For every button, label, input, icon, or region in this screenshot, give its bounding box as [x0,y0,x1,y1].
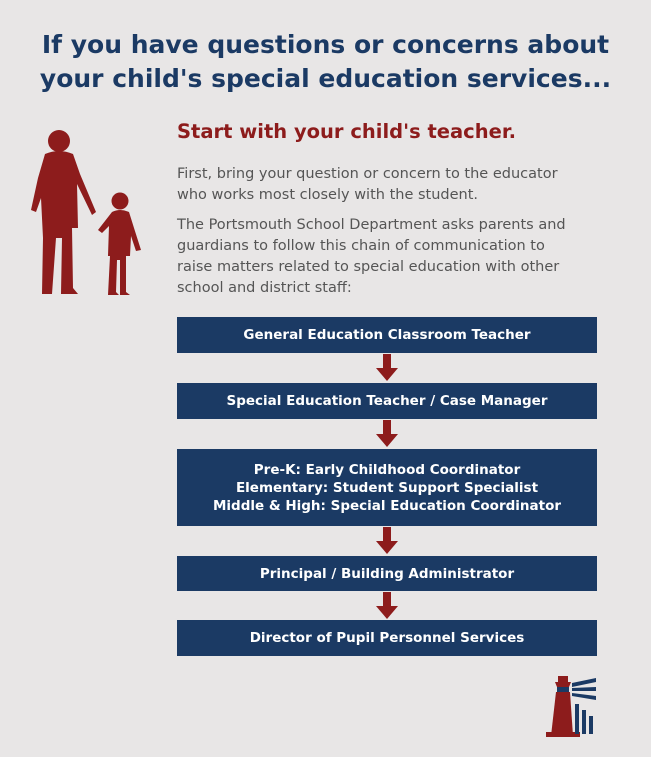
chain-step-label: Pre-K: Early Childhood Coordinator [253,461,521,478]
title-line-2: your child's special education services... [39,64,612,93]
arrow-down-icon [375,527,399,555]
paragraph2-line-2: guardians to follow this chain of communication to [177,238,545,254]
arrow-down-icon [375,420,399,448]
arrow-down-icon [375,354,399,382]
arrow-down-icon [375,592,399,620]
chain-step-label: Middle & High: Special Education Coordinator [212,497,562,514]
paragraph1-line-2: who works most closely with the student. [177,187,479,203]
chain-step-label: Special Education Teacher / Case Manager [226,393,548,409]
page-title [0,28,651,96]
chain-step-coordinators [177,449,597,526]
chain-step-label: Principal / Building Administrator [259,565,515,582]
paragraph1-line-1: First, bring your question or concern to the educator [177,166,558,182]
chain-step-label: General Education Classroom Teacher [243,327,531,343]
title-line-1: If you have questions or concerns about [41,30,610,59]
parent-child-silhouette-icon [28,128,146,296]
chain-step-case-manager [177,383,597,419]
start-with-teacher-heading: Start with your child's teacher. [177,120,517,143]
paragraph2-line-3: raise matters related to special education with other [177,259,560,275]
chain-step-label: Director of Pupil Personnel Services [249,630,525,646]
chain-step-classroom-teacher [177,317,597,353]
chain-step-label: Elementary: Student Support Specialist [235,479,539,496]
chain-explanation-paragraph [177,215,612,299]
lighthouse-logo-icon [542,674,598,740]
chain-step-principal [177,556,597,591]
first-step-paragraph [177,164,612,206]
paragraph2-line-1: The Portsmouth School Department asks parents and [177,217,566,233]
chain-step-director [177,620,597,656]
paragraph2-line-4: school and district staff: [177,280,352,296]
